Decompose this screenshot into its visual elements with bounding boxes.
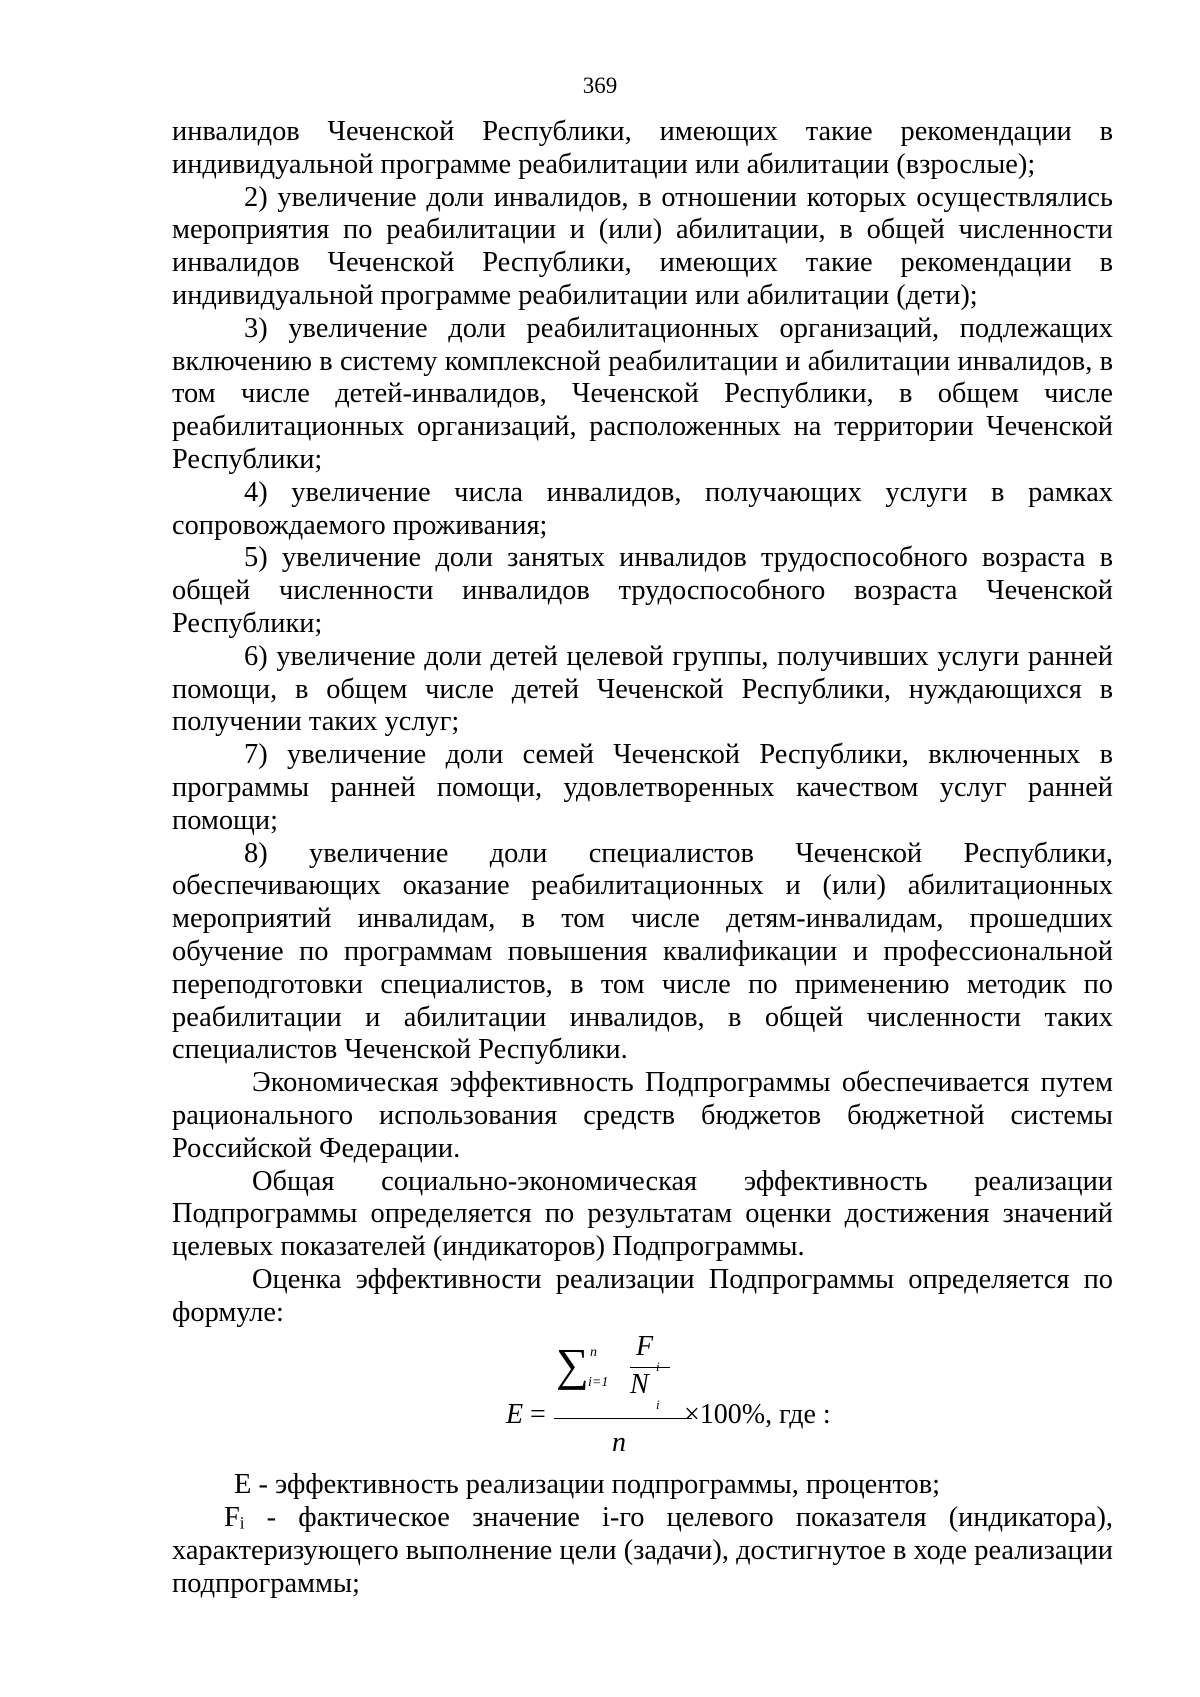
paragraph-evaluation: Оценка эффективности реализации Подпрограммы определяется по формуле: (172, 1263, 1113, 1328)
paragraph-item-6: 6) увеличение доли детей целевой группы, получивших услуги ранней помощи, в общем числе детей Чеченской Республики, нуждающихся в получении таких услуг; (172, 640, 1113, 738)
formula-outer-denominator: n (612, 1427, 626, 1459)
paragraph-e-definition: Е - эффективность реализации подпрограммы, процентов; (234, 1469, 940, 1501)
formula-inner-fraction-line (630, 1367, 670, 1368)
paragraph-item-2: 2) увеличение доли инвалидов, в отношении которых осуществлялись мероприятия по реабилитации и (или) абилитации, в общей численности инвалидов Чеченской Республики, имеющих такие рекомендации в индивидуальной программе реабилитации или абилитации (дети); (172, 181, 1113, 311)
formula-sum-lower: i=1 (588, 1375, 609, 1391)
formula-lhs: E (506, 1399, 524, 1431)
paragraph-item-7: 7) увеличение доли семей Чеченской Республики, включенных в программы ранней помощи, удовлетворенных качеством услуг ранней помощи; (172, 739, 1113, 836)
formula-fraction-line (554, 1418, 692, 1419)
formula-sum-sign: ∑ (556, 1339, 589, 1391)
paragraph-item-8: 8) увеличение доли специалистов Чеченской Республики, обеспечивающих оказание реабилитационных и (или) абилитационных мероприятий инвалидам, в том числе детям-инвалидам, прошедших обучение по программам повышения квалификации и профессиональной переподготовки специалистов, в том числе по применению методик по реабилитации и абилитации инвалидов, в общей численности таких специалистов Чеченской Республики. (172, 837, 1113, 1066)
formula-numerator-sub: i (656, 1359, 660, 1375)
formula-equals: = (530, 1399, 546, 1431)
paragraph-adults: инвалидов Чеченской Республики, имеющих такие рекомендации в индивидуальной программе реабилитации или абилитации (взрослые); (172, 116, 1113, 180)
body-text (172, 116, 1113, 1601)
page-number: 369 (582, 73, 618, 98)
formula-sum-upper: n (590, 1345, 597, 1361)
paragraph-economic-efficiency: Экономическая эффективность Подпрограммы обеспечивается путем рационального использования средств бюджетов бюджетной системы Российской Федерации. (172, 1067, 1113, 1164)
paragraph-item-4: 4) увеличение числа инвалидов, получающих услуги в рамках сопровождаемого проживания; (172, 476, 1113, 541)
formula-tail: ×100%, где : (684, 1399, 831, 1431)
paragraph-fi-definition: Fᵢ - фактическое значение i-го целевого показателя (индикатора), характеризующего выполнение цели (задачи), достигнутое в ходе реализации подпрограммы; (172, 1502, 1113, 1599)
formula-numerator: F (636, 1331, 654, 1363)
paragraph-item-3: 3) увеличение доли реабилитационных организаций, подлежащих включению в систему комплексной реабилитации и абилитации инвалидов, в том числе детей-инвалидов, Чеченской Республики, в общем числе реабилитационных организаций, расположенных на территории Чеченской Республики; (172, 312, 1113, 475)
paragraph-item-5: 5) увеличение доли занятых инвалидов трудоспособного возраста в общей численности инвалидов трудоспособного возраста Чеченской Республики; (172, 542, 1113, 639)
formula-denominator-sub: i (656, 1397, 660, 1413)
formula-denominator: N (630, 1369, 649, 1401)
paragraph-social-efficiency: Общая социально-экономическая эффективность реализации Подпрограммы определяется по результатам оценки достижения значений целевых показателей (индикаторов) Подпрограммы. (172, 1165, 1113, 1263)
efficiency-formula (172, 1331, 1113, 1465)
